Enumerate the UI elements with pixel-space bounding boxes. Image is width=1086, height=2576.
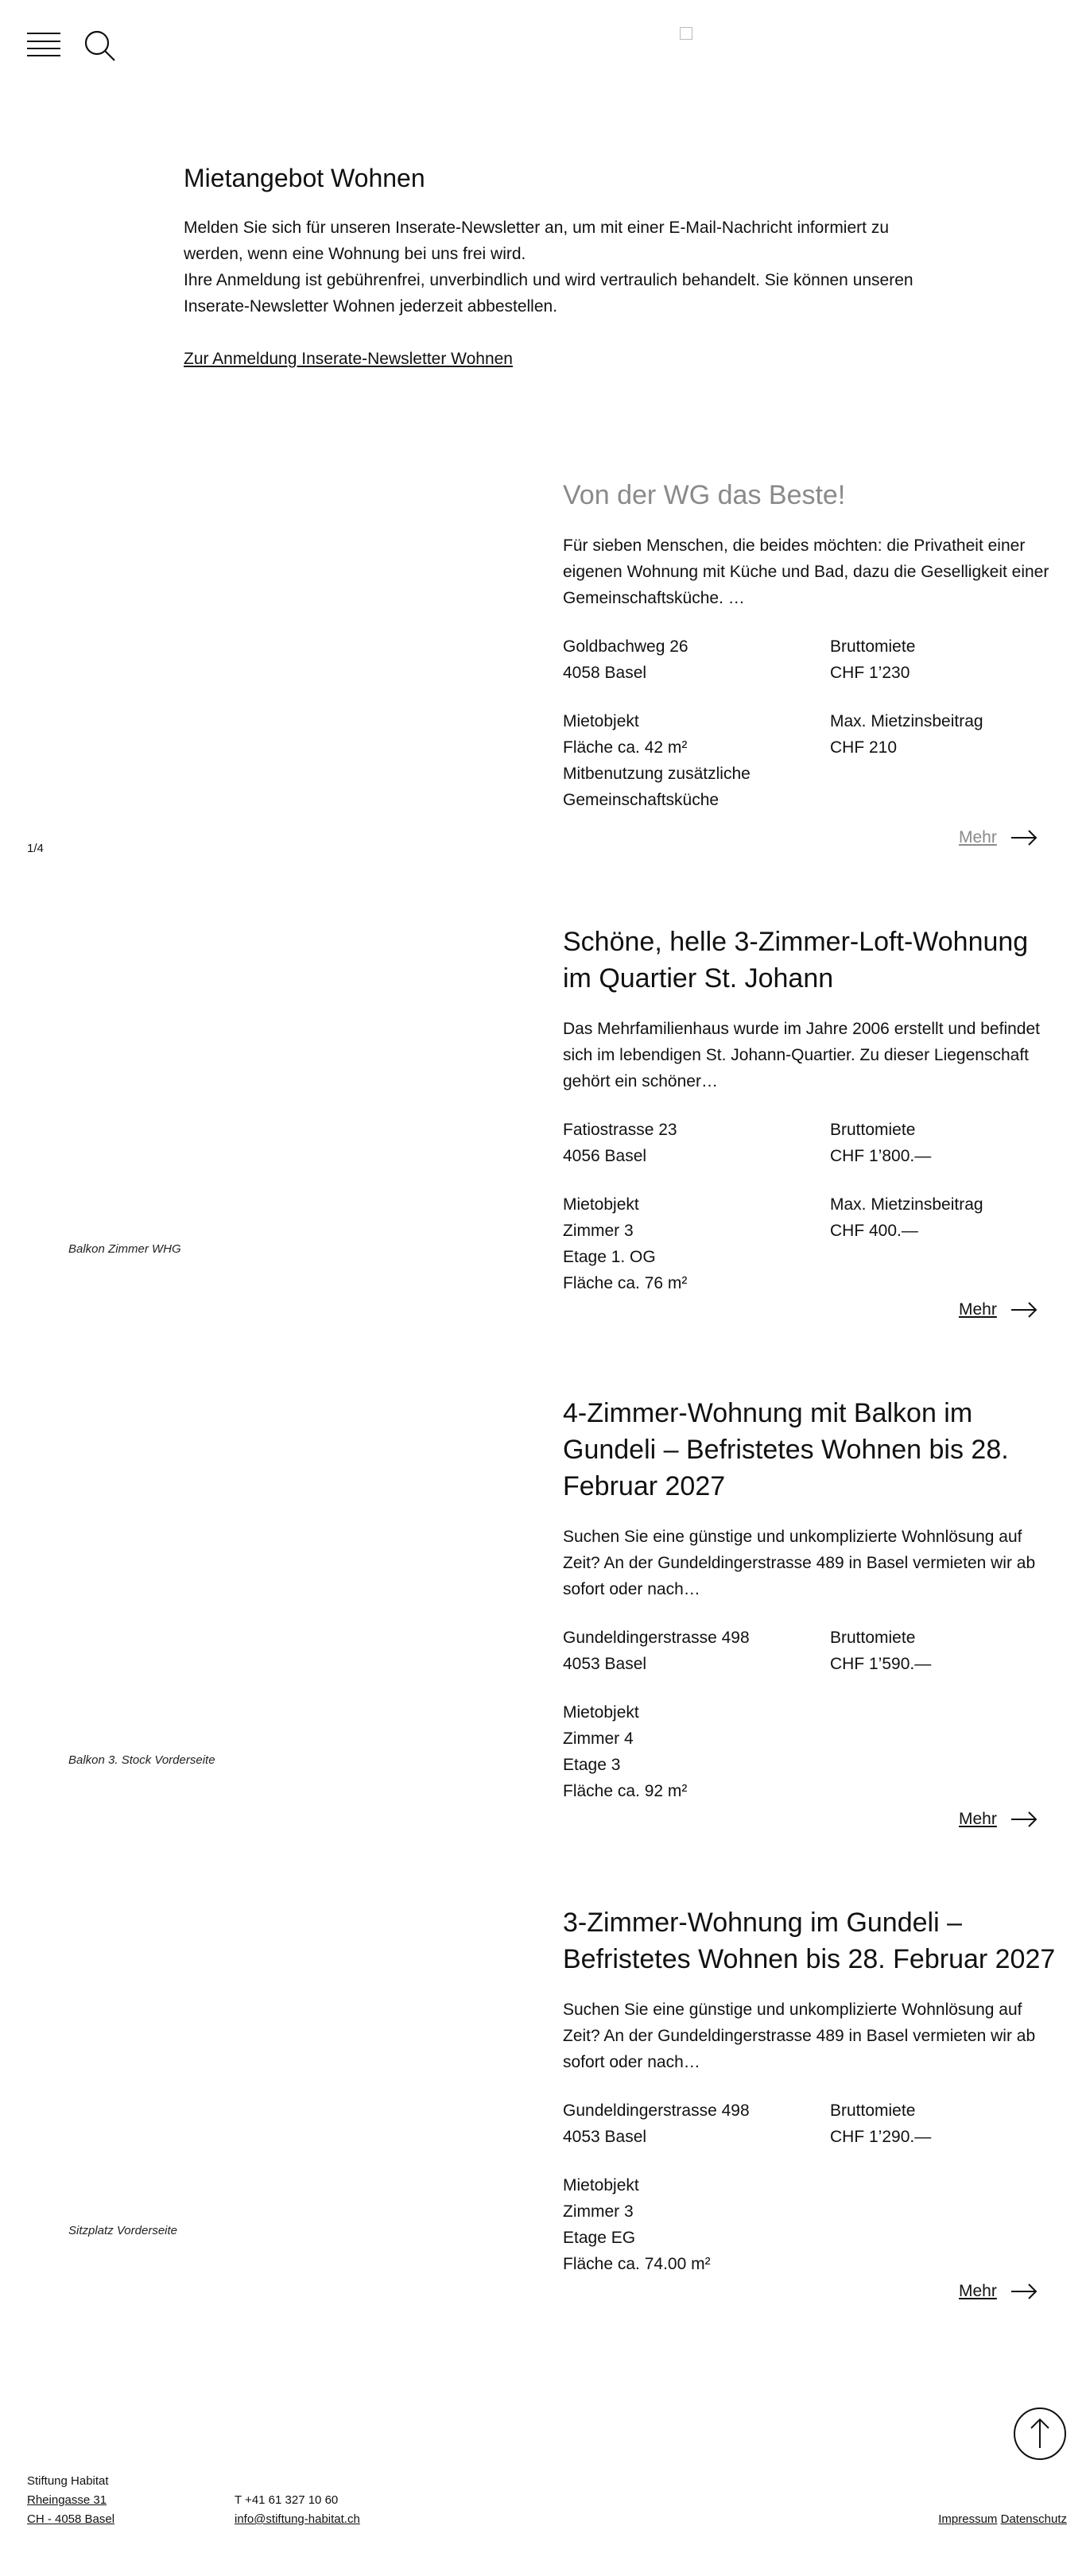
more-button[interactable]: Mehr [959,824,1038,850]
site-header [0,0,1086,87]
listing-description: Suchen Sie eine günstige und unkomplizierte Wohnlösung auf Zeit? An der Gundeldingerstrasse 489 in Basel vermieten wir ab sofort oder nach… [563,2001,1036,2071]
arrow-right-icon [1011,830,1038,846]
arrow-right-icon [1011,2284,1038,2299]
footer-street-link[interactable]: Rheingasse 31 [27,2493,107,2507]
gross-rent: Bruttomiete CHF 1’800.— [830,1121,932,1165]
impressum-link[interactable]: Impressum [938,2512,998,2526]
footer-address [27,2472,114,2529]
rental-object: Mietobjekt Zimmer 3 Etage EG Fläche ca. 74.00 m² [563,2176,711,2273]
arrow-right-icon [1011,1811,1038,1827]
more-button[interactable]: Mehr [959,1806,1038,1832]
listing-title[interactable]: 3-Zimmer-Wohnung im Gundeli – Befristetes Wohnen bis 28. Februar 2027 [563,1908,1056,1974]
rental-object: Mietobjekt Fläche ca. 42 m² Mitbenutzung zusätzliche Gemeinschaftsküche [563,712,751,809]
search-icon[interactable] [83,29,118,64]
gross-rent: Bruttomiete CHF 1’590.— [830,1629,932,1673]
footer-org-name: Stiftung Habitat [27,2474,109,2488]
listing-title[interactable]: Schöne, helle 3-Zimmer-Loft-Wohnung im Quartier St. Johann [563,927,1029,994]
image-slider-counter: 1/4 [27,842,44,855]
address: Goldbachweg 26 4058 Basel [563,637,688,682]
rental-object: Mietobjekt Zimmer 3 Etage 1. OG Fläche ca. 76 m² [563,1195,688,1292]
intro-paragraph-1: Melden Sie sich für unseren Inserate-Newsletter an, um mit einer E-Mail-Nachricht informiert zu werden, wenn eine Wohnung bei uns frei wird. [184,219,889,263]
gross-rent: Bruttomiete CHF 1’290.— [830,2101,932,2146]
logo-broken-image-icon[interactable] [680,27,692,40]
footer-phone: T +41 61 327 10 60 [235,2493,339,2507]
footer-email-link[interactable]: info@stiftung-habitat.ch [235,2512,360,2526]
arrow-up-circle-icon[interactable] [1013,2407,1067,2461]
listing-description: Für sieben Menschen, die beides möchten: die Privatheit einer eigenen Wohnung mit Küche und Bad, dazu die Geselligkeit einer Gemeinschaftsküche. … [563,537,1049,607]
max-rent-contribution: Max. Mietzinsbeitrag CHF 400.— [830,1195,983,1240]
address: Gundeldingerstrasse 498 4053 Basel [563,2101,750,2146]
image-caption: Balkon Zimmer WHG [68,1242,181,1256]
more-button[interactable]: Mehr [959,2278,1038,2304]
gross-rent: Bruttomiete CHF 1’230 [830,637,916,682]
more-button[interactable]: Mehr [959,1296,1038,1323]
footer-contact [235,2491,360,2529]
intro-paragraph-2: Ihre Anmeldung ist gebührenfrei, unverbindlich und wird vertraulich behandelt. Sie können unseren Inserate-Newsletter Wohnen jederzeit abbestellen. [184,271,913,316]
address: Gundeldingerstrasse 498 4053 Basel [563,1629,750,1673]
listing-description: Das Mehrfamilienhaus wurde im Jahre 2006 erstellt und befindet sich im lebendigen St. Johann-Quartier. Zu dieser Liegenschaft gehört ein schöner… [563,1020,1040,1090]
address: Fatiostrasse 23 4056 Basel [563,1121,677,1165]
datenschutz-link[interactable]: Datenschutz [1000,2512,1067,2526]
site-footer [0,2472,1086,2535]
arrow-right-icon [1011,1302,1038,1318]
image-caption: Balkon 3. Stock Vorderseite [68,1753,215,1767]
listing-description: Suchen Sie eine günstige und unkomplizierte Wohnlösung auf Zeit? An der Gundeldingerstrasse 489 in Basel vermieten wir ab sofort oder nach… [563,1528,1036,1598]
hamburger-menu-icon[interactable] [27,32,60,57]
max-rent-contribution: Max. Mietzinsbeitrag CHF 210 [830,712,983,757]
rental-object: Mietobjekt Zimmer 4 Etage 3 Fläche ca. 92 m² [563,1703,688,1800]
page-title: Mietangebot Wohnen [184,164,425,192]
intro-section [184,162,915,372]
listing-title[interactable]: Von der WG das Beste! [563,480,846,510]
footer-legal-links [938,2510,1067,2529]
footer-city-link[interactable]: CH - 4058 Basel [27,2512,115,2526]
listing-title[interactable]: 4-Zimmer-Wohnung mit Balkon im Gundeli – Befristetes Wohnen bis 28. Februar 2027 [563,1398,1009,1501]
image-caption: Sitzplatz Vorderseite [68,2224,178,2237]
newsletter-signup-link[interactable]: Zur Anmeldung Inserate-Newsletter Wohnen [184,350,513,368]
